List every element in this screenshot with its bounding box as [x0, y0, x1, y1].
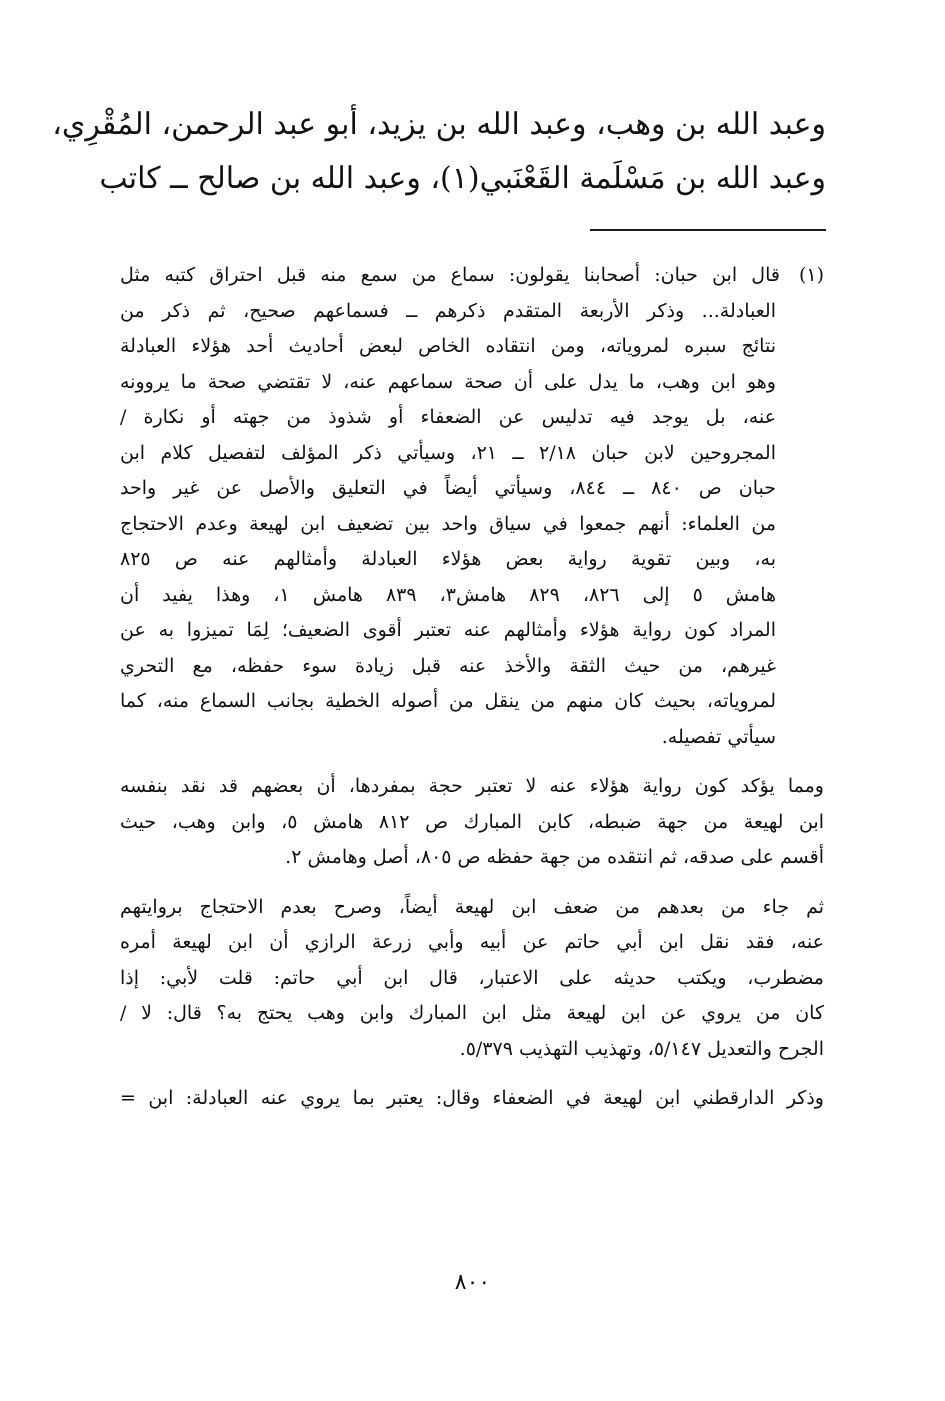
footnote-line: عنه، بل يوجد فيه تدليس عن الضعفاء أو شذوذ من جهته أو نكارة / — [120, 406, 776, 428]
footnote-line: المراد كون رواية هؤلاء وأمثالهم عنه تعتبر أقوى الضعيف؛ لِمَا تميزوا به عن — [120, 619, 776, 641]
footnote-line: العبادلة... وذكر الأربعة المتقدم ذكرهم ــ فسماعهم صحيح، ثم ذكر من — [120, 299, 776, 322]
footnote-line: سيأتي تفصيله. — [661, 725, 776, 748]
footnote-line: ابن لهيعة من جهة ضبطه، كابن المبارك ص ٨١٢ هامش ٥، وابن وهب، حيث — [120, 810, 824, 833]
footnote-line: مضطرب، ويكتب حديثه على الاعتبار، قال ابن أبي حاتم: قلت لأبي: إذا — [120, 966, 824, 989]
footnote-line: وذكر الدارقطني ابن لهيعة في الضعفاء وقال: يعتبر بما يروي عنه العبادلة: ابن = — [120, 1087, 824, 1109]
footnote-paragraph-2 — [120, 769, 824, 876]
footnote-line — [120, 258, 824, 294]
footnote-number: (١) — [798, 264, 824, 286]
footnote-line: هامش ٥ إلى ٨٢٦، ٨٢٩ هامش٣، ٨٣٩ هامش ١، وهذا يفيد أن — [120, 583, 777, 606]
footnote-line: كان من يروي عن ابن لهيعة مثل ابن المبارك وابن وهب يحتج به؟ قال: لا / — [120, 1002, 824, 1024]
footnote-separator — [590, 229, 826, 231]
footnote-paragraph-4 — [120, 1081, 824, 1117]
main-text-line: وعبد الله بن مَسْلَمة القَعْنَبي(١)، وعبد الله بن صالح ــ كاتب — [99, 161, 826, 196]
footnotes-section — [120, 258, 824, 1117]
footnote-line: أقسم على صدقه، ثم انتقده من جهة حفظه ص ٨٠٥، أصل وهامش ٢. — [285, 846, 824, 868]
footnote-line: ثم جاء من بعدهم من ضعف ابن لهيعة أيضاً، وصرح بعدم الاحتجاج بروايتهم — [120, 895, 824, 918]
footnote-paragraph-3 — [120, 890, 824, 1068]
footnote-line: ومما يؤكد كون رواية هؤلاء عنه لا تعتبر حجة بمفردها، أن بعضهم قد نقد بنفسه — [120, 775, 824, 797]
footnote-line: وهو ابن وهب، ما يدل على أن صحة سماعهم عنه، لا تقتضي صحة ما يروونه — [120, 370, 776, 393]
footnote-line: المجروحين لابن حبان ٢/١٨ ــ ٢١، وسيأتي ذكر المؤلف لتفصيل كلام ابن — [120, 441, 776, 464]
page-number: ٨٠٠ — [454, 1270, 491, 1295]
footnote-line: حبان ص ٨٤٠ ــ ٨٤٤، وسيأتي أيضاً في التعليق والأصل عن غير واحد — [120, 477, 776, 499]
footnote-line: به، وبين تقوية رواية بعض هؤلاء العبادلة وأمثالهم عنه ص ٨٢٥ — [120, 548, 776, 570]
footnote-line-text: قال ابن حبان: أصحابنا يقولون: سماع من سمع منه قبل احتراق كتبه مثل — [120, 264, 780, 286]
footnote-line: غيرهم، من حيث الثقة والأخذ عنه قبل زيادة سوء حفظه، مع التحري — [120, 654, 776, 677]
main-text-line: وعبد الله بن وهب، وعبد الله بن يزيد، أبو عبد الرحمن، المُقْرِي، — [52, 107, 826, 142]
main-body-text — [52, 98, 826, 206]
footnote-line: لمروياته، بحيث كان منهم من ينقل من أصوله الخطية بجانب السماع منه، كما — [120, 690, 776, 712]
footnote-line: الجرح والتعديل ٥/١٤٧، وتهذيب التهذيب ٥/٣٧٩. — [459, 1037, 824, 1060]
footnote-line: من العلماء: أنهم جمعوا في سياق واحد بين تضعيف ابن لهيعة وعدم الاحتجاج — [120, 512, 776, 535]
footnote-line: عنه، فقد نقل ابن أبي حاتم عن أبيه وأبي زرعة الرازي أن ابن لهيعة أمره — [120, 931, 824, 953]
footnote-line: نتائج سبره لمروياته، ومن انتقاده الخاص لبعض أحاديث أحد هؤلاء العبادلة — [120, 335, 776, 357]
footnote-paragraph-1 — [120, 258, 824, 755]
